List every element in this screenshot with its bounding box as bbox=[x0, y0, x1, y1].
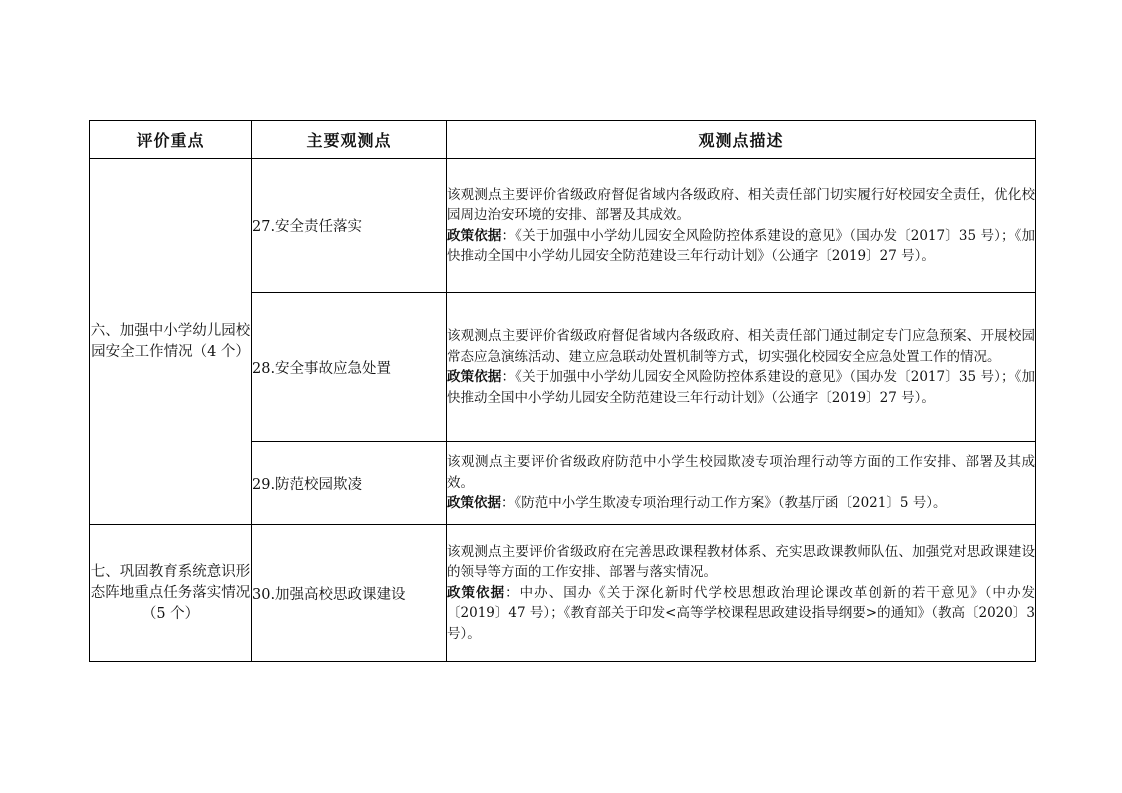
policy-basis-label: 政策依据 bbox=[447, 369, 502, 385]
observation-point-cell: 27.安全责任落实 bbox=[252, 159, 447, 293]
observation-point-cell: 30.加强高校思政课建设 bbox=[252, 525, 447, 662]
header-observation-description: 观测点描述 bbox=[447, 121, 1036, 159]
observation-point-cell: 28.安全事故应急处置 bbox=[252, 293, 447, 442]
description-text: 该观测点主要评价省级政府督促省域内各级政府、相关责任部门通过制定专门应急预案、开展校园常态应急演练活动、建立应急联动处置机制等方式，切实强化校园安全应急处置工作的情况。 bbox=[447, 328, 1035, 365]
evaluation-table bbox=[89, 120, 1036, 662]
policy-basis-text: ：中办、国办《关于深化新时代学校思想政治理论课改革创新的若干意见》（中办发〔2019〕47 号）；《教育部关于印发<高等学校课程思政建设指导纲要>的通知》（教高〔2020〕3 号）。 bbox=[447, 584, 1035, 642]
description-text: 该观测点主要评价省级政府防范中小学生校园欺凌专项治理行动等方面的工作安排、部署及其成效。 bbox=[447, 454, 1035, 491]
category-cell: 七、巩固教育系统意识形态阵地重点任务落实情况（5 个） bbox=[90, 525, 252, 662]
header-row bbox=[90, 121, 1036, 159]
table-row bbox=[90, 159, 1036, 293]
policy-basis-label: 政策依据 bbox=[447, 495, 501, 512]
category-cell: 六、加强中小学幼儿园校园安全工作情况（4 个） bbox=[90, 159, 252, 525]
description-cell bbox=[447, 159, 1036, 293]
table-row bbox=[90, 525, 1036, 662]
policy-basis-text: ：《防范中小学生欺凌专项治理行动工作方案》（教基厅函〔2021〕5 号）。 bbox=[501, 495, 947, 512]
description-cell bbox=[447, 293, 1036, 442]
policy-basis-label: 政策依据 bbox=[447, 227, 502, 244]
header-evaluation-focus: 评价重点 bbox=[90, 121, 252, 159]
description-cell bbox=[447, 442, 1036, 525]
policy-basis-text: ：《关于加强中小学幼儿园安全风险防控体系建设的意见》（国办发〔2017〕35 号）；《加快推动全国中小学幼儿园安全防范建设三年行动计划》（公通字〔2019〕27 号）。 bbox=[447, 369, 1036, 406]
description-text: 该观测点主要评价省级政府在完善思政课程教材体系、充实思政课教师队伍、加强党对思政课建设的领导等方面的工作安排、部署与落实情况。 bbox=[447, 543, 1035, 581]
policy-basis-text: ：《关于加强中小学幼儿园安全风险防控体系建设的意见》（国办发〔2017〕35 号）；《加快推动全国中小学幼儿园安全防范建设三年行动计划》（公通字〔2019〕27 号）。 bbox=[447, 227, 1036, 264]
description-cell bbox=[447, 525, 1036, 662]
description-text: 该观测点主要评价省级政府督促省域内各级政府、相关责任部门切实履行好校园安全责任，优化校园周边治安环境的安排、部署及其成效。 bbox=[447, 186, 1035, 223]
observation-point-cell: 29.防范校园欺凌 bbox=[252, 442, 447, 525]
policy-basis-label: 政策依据 bbox=[447, 584, 506, 601]
header-main-observation-point: 主要观测点 bbox=[252, 121, 447, 159]
